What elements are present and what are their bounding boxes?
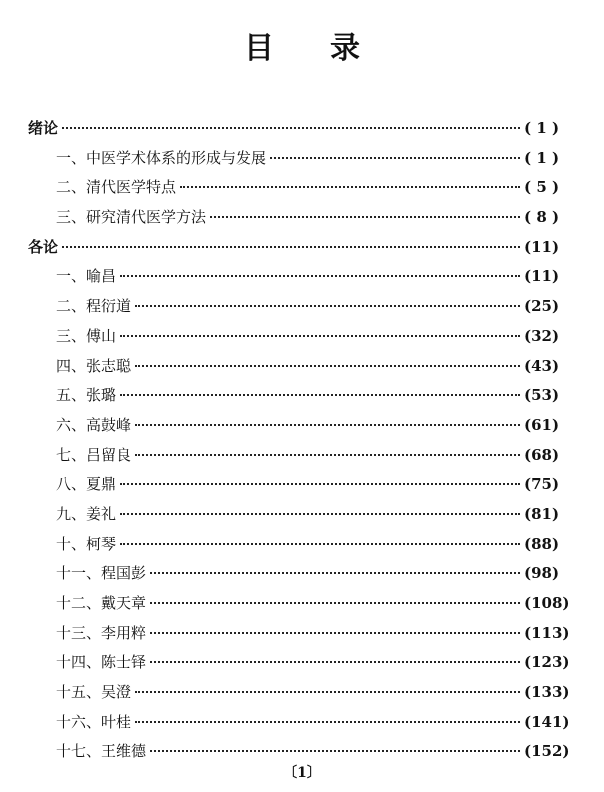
dot-leader (135, 304, 520, 307)
toc-entry (28, 322, 576, 352)
toc-entry-page: (43) (524, 356, 560, 375)
toc-entry-label: 一、喻昌 (56, 267, 117, 286)
toc-entry-page: (113) (524, 623, 570, 642)
toc-entry-page: (81) (524, 504, 560, 523)
dot-leader (150, 571, 520, 574)
toc-entry (28, 144, 576, 174)
page-title (0, 32, 604, 66)
toc-entry-page: (88) (524, 534, 560, 553)
dot-leader (150, 601, 520, 604)
toc-entry-label: 十三、李用粹 (56, 623, 147, 642)
dot-leader (120, 542, 520, 545)
toc-entry-label: 十六、叶桂 (56, 712, 132, 731)
toc-entry-page: ( 5 ) (524, 178, 560, 197)
toc-entry-page: (98) (524, 564, 560, 583)
toc-entry-page: (11) (524, 267, 560, 286)
toc-entry (28, 530, 576, 560)
toc-entry-label: 八、夏鼎 (56, 475, 117, 494)
dot-leader (150, 660, 520, 663)
toc-entry (28, 500, 576, 530)
toc-entry (28, 441, 576, 471)
toc-entry-label: 三、研究清代医学方法 (56, 208, 207, 227)
toc-entry-page: (141) (524, 712, 570, 731)
toc-entry-page: (61) (524, 415, 560, 434)
toc-entry-label: 六、高鼓峰 (56, 415, 132, 434)
toc-entry-page: ( 1 ) (524, 119, 560, 137)
table-of-contents (28, 114, 576, 767)
toc-entry-label: 十五、吴澄 (56, 683, 132, 702)
dot-leader (120, 393, 520, 396)
toc-entry-label: 二、程衍道 (56, 297, 132, 316)
toc-entry-page: (123) (524, 653, 570, 672)
toc-entry (28, 708, 576, 738)
title-char-1: 目 (244, 31, 274, 66)
toc-entry-page: (133) (524, 683, 570, 702)
dot-leader (120, 482, 520, 485)
dot-leader (120, 334, 520, 337)
toc-section-entry (28, 114, 576, 144)
title-char-2: 录 (330, 31, 360, 66)
toc-entry-label: 十四、陈士铎 (56, 653, 147, 672)
toc-entry-label: 各论 (28, 237, 59, 256)
toc-entry-label: 绪论 (28, 119, 59, 137)
toc-entry (28, 619, 576, 649)
toc-entry (28, 559, 576, 589)
toc-entry-label: 四、张志聪 (56, 356, 132, 375)
toc-entry (28, 352, 576, 382)
toc-entry-label: 七、吕留良 (56, 445, 132, 464)
toc-entry-page: (152) (524, 742, 570, 761)
toc-entry (28, 173, 576, 203)
toc-entry-label: 十二、戴天章 (56, 594, 147, 612)
toc-entry-page: (32) (524, 326, 560, 345)
toc-entry-label: 一、中医学术体系的形成与发展 (56, 148, 267, 167)
dot-leader (135, 720, 520, 723)
dot-leader (150, 631, 520, 634)
toc-entry-label: 十、柯琴 (56, 534, 117, 553)
toc-entry (28, 381, 576, 411)
toc-entry-label: 三、傅山 (56, 326, 117, 345)
toc-entry (28, 648, 576, 678)
toc-entry (28, 470, 576, 500)
toc-entry-label: 十一、程国彭 (56, 564, 147, 583)
toc-entry-page: ( 8 ) (524, 208, 560, 227)
dot-leader (120, 274, 520, 277)
toc-entry (28, 203, 576, 233)
toc-entry-label: 五、张璐 (56, 386, 117, 405)
toc-entry (28, 589, 576, 619)
toc-entry (28, 292, 576, 322)
toc-section-entry (28, 233, 576, 263)
toc-entry-page: (108) (524, 594, 570, 612)
toc-entry-page: (11) (524, 237, 560, 256)
dot-leader (135, 690, 520, 693)
toc-entry-page: (68) (524, 445, 560, 464)
dot-leader (62, 245, 520, 248)
dot-leader (210, 215, 520, 218)
toc-entry-page: (25) (524, 297, 560, 316)
toc-entry-page: (53) (524, 386, 560, 405)
toc-entry (28, 411, 576, 441)
toc-entry-page: ( 1 ) (524, 148, 560, 167)
dot-leader (150, 749, 520, 752)
toc-entry-label: 十七、王维德 (56, 742, 147, 761)
dot-leader (62, 126, 520, 129)
toc-entry-page: (75) (524, 475, 560, 494)
dot-leader (135, 423, 520, 426)
dot-leader (270, 156, 520, 159)
dot-leader (180, 185, 520, 188)
dot-leader (135, 453, 520, 456)
toc-entry (28, 678, 576, 708)
page-number: 〔1〕 (283, 765, 321, 781)
toc-entry-label: 二、清代医学特点 (56, 178, 177, 197)
dot-leader (120, 512, 520, 515)
dot-leader (135, 364, 520, 367)
toc-entry (28, 262, 576, 292)
toc-entry-label: 九、姜礼 (56, 504, 117, 523)
